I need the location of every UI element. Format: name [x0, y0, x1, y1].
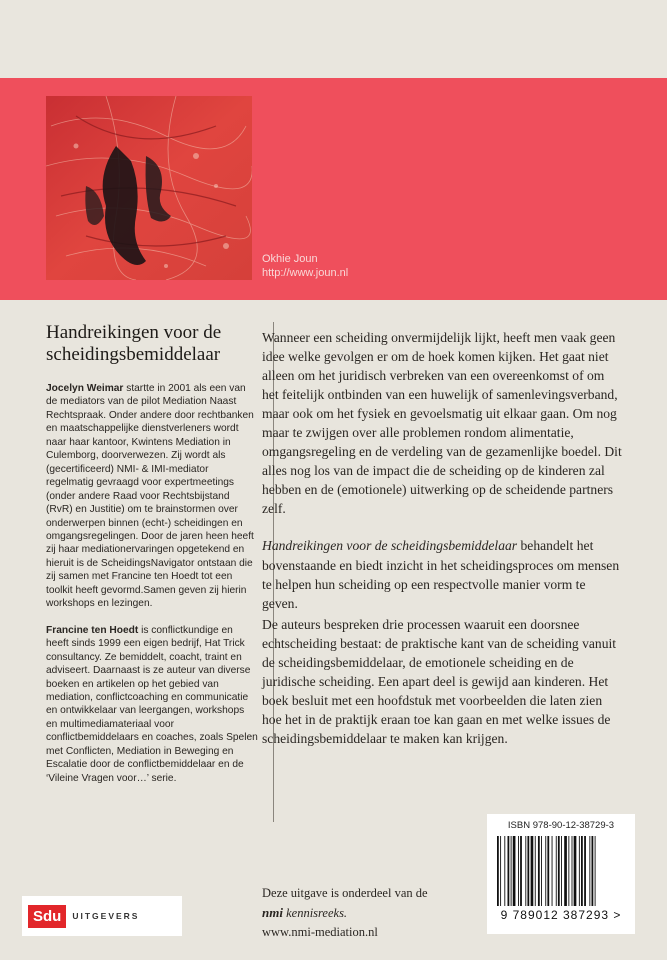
author-bio-1 [46, 382, 258, 611]
barcode-bar [531, 836, 534, 906]
book-title: Handreikingen voor de scheidingsbemiddelaar [46, 322, 222, 365]
barcode-bar [564, 836, 567, 906]
isbn-label: ISBN 978-90-12-38729-3 [507, 820, 615, 831]
barcode-bar [595, 836, 596, 906]
barcode-bar [525, 836, 526, 906]
barcode-bar [589, 836, 590, 906]
blurb-paragraph-3: De auteurs bespreken drie processen waaruit een doorsnee echtscheiding bestaat: de praktische kant van de scheiding vanuit de scheidingsbemiddelaar, de emotionele scheiding en de juridische scheiding. Een apart deel is gewijd aan kinderen. Het boek besluit met een hoofdstuk met voorbeelden die laten zien hoe het in de praktijk eraan toe kan gaan en met welke issues de scheidingsbemiddelaar te maken kan krijgen. [262, 616, 617, 746]
barcode-bar [541, 836, 542, 906]
barcode-bar [552, 836, 553, 906]
blurb-paragraph-2 [262, 536, 624, 612]
publisher-name: UITGEVERS [72, 911, 140, 921]
series-info [262, 884, 472, 942]
barcode-bar [504, 836, 505, 906]
author-bio-2 [46, 624, 258, 785]
barcode-bar [558, 836, 560, 906]
barcode-bar [527, 836, 529, 906]
barcode-digits: 9 789012 387293 > [500, 908, 622, 922]
top-margin [0, 0, 667, 78]
publisher-logo [22, 896, 182, 936]
nmi-logo: nmi [262, 905, 283, 920]
series-url[interactable]: www.nmi-mediation.nl [262, 925, 378, 939]
barcode-bar [556, 836, 557, 906]
barcode-bar [574, 836, 577, 906]
barcode-bar [547, 836, 549, 906]
artist-url[interactable]: http://www.joun.nl [262, 267, 349, 279]
series-line: Deze uitgave is onderdeel van de [262, 886, 428, 900]
barcode-bar [497, 836, 499, 906]
artwork-credit [262, 252, 348, 280]
barcode-bar [535, 836, 536, 906]
series-name: kennisreeks. [282, 906, 348, 920]
barcode-bar [568, 836, 569, 906]
blurb-paragraph-1: Wanneer een scheiding onvermijdelijk lijkt, heeft men vaak geen idee welke gevolgen er om de hoek komen kijken. Het gaat niet alleen om het juridisch verbreken van een overeenkomst of om het feitelijk ontbinden van een huwelijk of samenlevingsverband, maar ook om het fysiek en gevoelsmatig uit elkaar gaan. Om nog maar te zwijgen over alle problemen rondom alimentatie, omgangsregeling en de verdeling van de gezamenlijke boedel. Dit alles nog los van de impact die de scheiding op de kinderen zal hebben en de (emotionele) uitwerking op de scheidende partners zelf. [262, 330, 622, 517]
author-name-1: Jocelyn Weimar [46, 383, 124, 394]
barcode-bar [518, 836, 519, 906]
artist-name: Okhie Joun [262, 253, 318, 265]
blurb-title-reference: Handreikingen voor de scheidingsbemiddelaar [262, 538, 518, 554]
barcode-bar [500, 836, 501, 906]
barcode-bar [561, 836, 562, 906]
author-name-2: Francine ten Hoedt [46, 624, 139, 636]
barcode-bar [592, 836, 594, 906]
barcode-bar [584, 836, 586, 906]
author-text-2: is conflictkundige en heeft sinds 1999 een eigen bedrijf, Hat Trick consultancy. Ze bemiddelt, coacht, traint en adviseert. Daarnaast is ze auteur van diverse boeken en artikelen op het gebied van mediation, conflictcoaching en communicatie en ontwikkelaar van leergangen, workshops en multimediamateriaal voor conflictbemiddelaars en coaches, zoals Spelen met Conflicten, Mediation in Beweging en Escalatie door de conflictbemiddelaar en de ‘Vileine Vragen voor…’ serie. [46, 624, 258, 784]
blurb-paragraph-2-text: behandelt het bovenstaande en biedt inzicht in het scheidingsproces om mensen te helpen hun scheiding op een respectvolle manier vorm te geven. [262, 538, 620, 611]
author-column [46, 322, 258, 798]
barcode-bar [520, 836, 522, 906]
barcode-bar [579, 836, 580, 906]
series-name-line [262, 903, 472, 923]
barcode-bar [511, 836, 512, 906]
isbn-barcode [487, 814, 635, 934]
blurb-column [262, 328, 624, 766]
sdu-logo-mark: Sdu [28, 905, 66, 928]
barcode-bar [508, 836, 510, 906]
author-text-1: startte in 2001 als een van de mediators van de pilot Mediation Naast Rechtspraak. Onder andere door rechtbanken en maatschappelijke dienstverleners wordt naar haar kantoor, Kwintens Mediation in Culemborg, doorverwezen. Zij wordt als (gecertificeerd) NMI- & IMI-mediator regelmatig gevraagd voor expertmeetings (onder andere Raad voor Rechtsbijstand (RvR) en Justitie) om te brainstormen over onderwerpen binnen (echt-) scheidingen en omgangsregelingen. Door de jaren heen heeft zij haar mediationervaringen opgetekend en hieruit is de ScheidingsNavigator ontstaan die zij samen met Francine ten Hoedt tot een toolkit heeft gevormd.Samen geven zij hierin workshops en lezingen. [46, 383, 254, 610]
barcode-bar [538, 836, 540, 906]
barcode-bars [493, 836, 629, 908]
cover-artwork-image [46, 96, 252, 280]
barcode-bar [581, 836, 583, 906]
barcode-bar [545, 836, 546, 906]
barcode-bar [572, 836, 573, 906]
barcode-bar [513, 836, 516, 906]
